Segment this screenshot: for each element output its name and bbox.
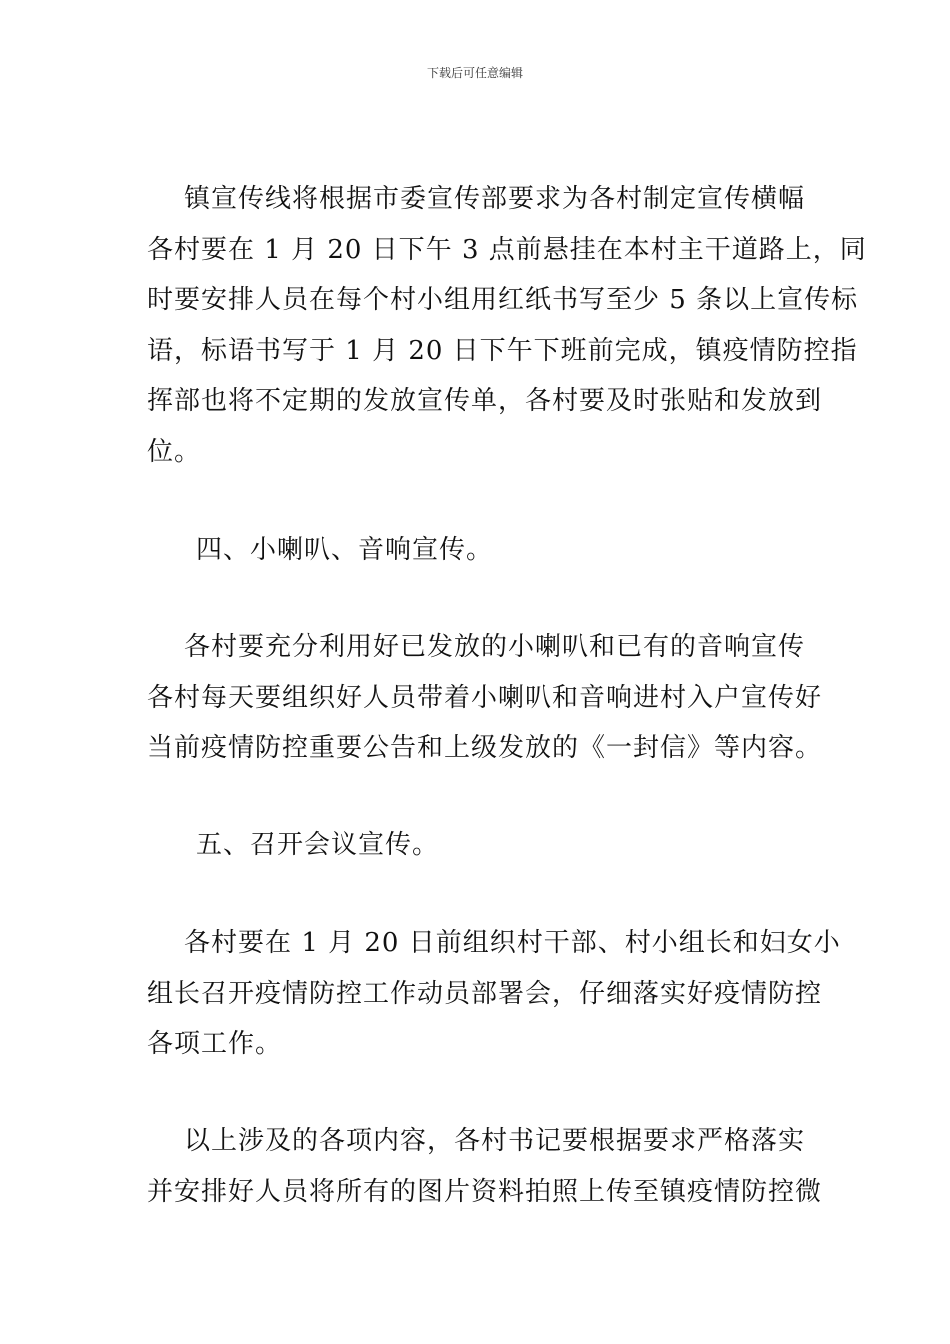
section-heading-4: 四、小喇叭、音响宣传。: [196, 535, 494, 565]
text-line: 组长召开疫情防控工作动员部署会，仔细落实好疫情防控: [147, 978, 823, 1009]
text-line: 各村每天要组织好人员带着小喇叭和音响进村入户宣传好: [147, 682, 823, 713]
section-heading-5: 五、召开会议宣传。: [196, 830, 440, 860]
text-line: 时要安排人员在每个村小组用红纸书写至少 5 条以上宣传标: [147, 285, 859, 315]
text-line: 语，标语书写于 1 月 20 日下午下班前完成，镇疫情防控指: [147, 335, 858, 366]
text-line: 镇宣传线将根据市委宣传部要求为各村制定宣传横幅: [147, 184, 806, 214]
text-line: 挥部也将不定期的发放宣传单，各村要及时张贴和发放到: [147, 386, 823, 416]
text-line: 当前疫情防控重要公告和上级发放的《一封信》等内容。: [147, 733, 823, 763]
text-line: 并安排好人员将所有的图片资料拍照上传至镇疫情防控微: [147, 1176, 823, 1207]
paragraph-meetings: [147, 918, 841, 1070]
text-line: 各村要在 1 月 20 日前组织村干部、村小组长和妇女小: [147, 928, 841, 958]
page-header: 下载后可任意编辑: [426, 66, 523, 80]
text-line: 以上涉及的各项内容，各村书记要根据要求严格落实: [147, 1126, 806, 1156]
paragraph-loudspeakers: [147, 622, 823, 774]
paragraph-banners: [147, 174, 867, 477]
text-line: 位。: [147, 436, 202, 467]
text-line: 各村要充分利用好已发放的小喇叭和已有的音响宣传: [147, 632, 806, 662]
paragraph-implementation: [147, 1116, 823, 1217]
text-line: 各项工作。: [147, 1029, 283, 1059]
text-line: 各村要在 1 月 20 日下午 3 点前悬挂在本村主干道路上，同: [147, 234, 867, 265]
